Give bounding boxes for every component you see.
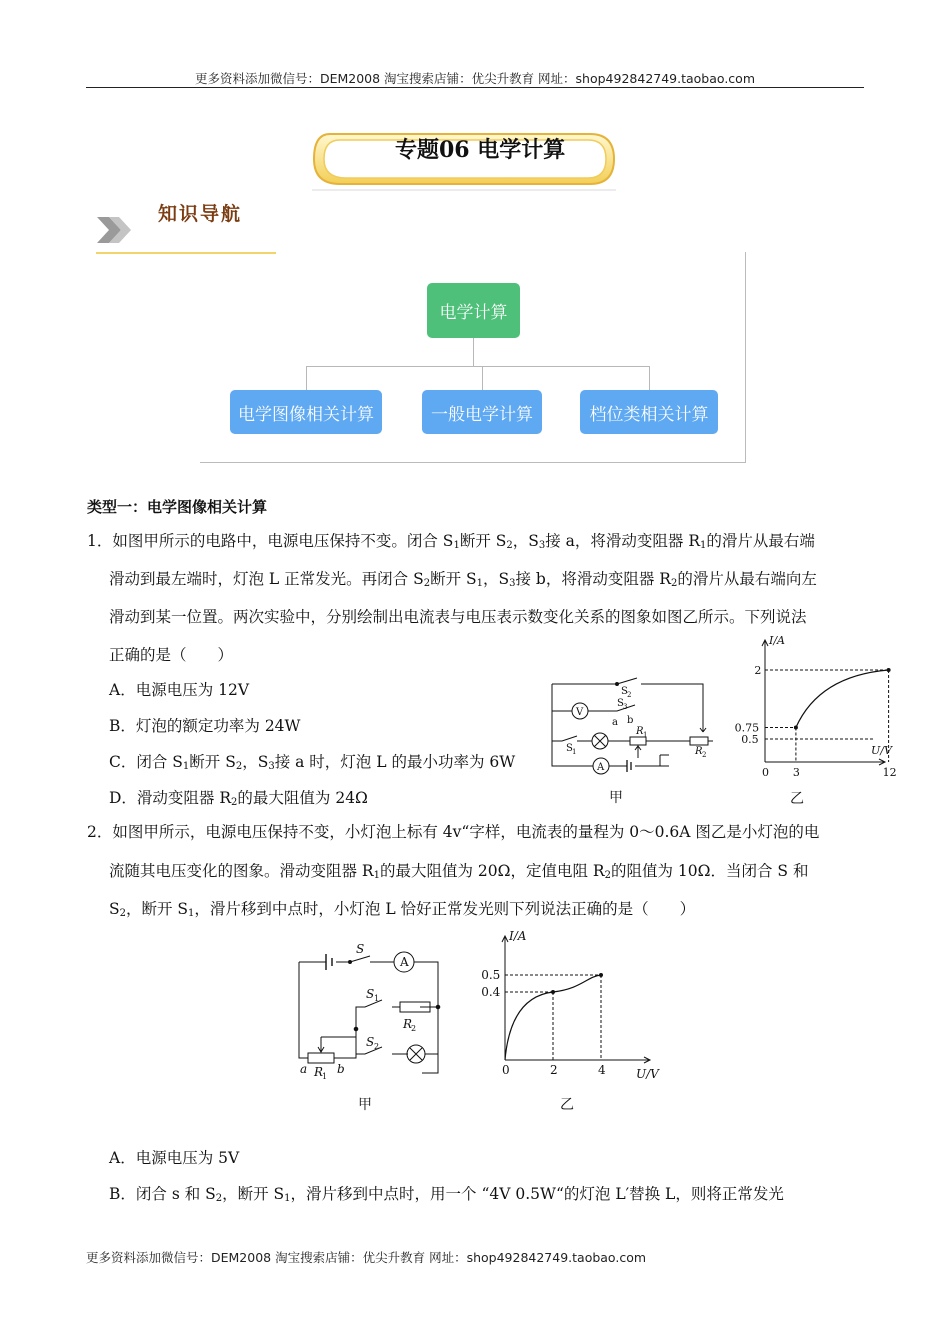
x-axis-label: U/V [636, 1067, 659, 1081]
q1-fig-yi-caption: 乙 [790, 791, 804, 807]
q1-stem-line-3: 滑动到某一位置。两次实验中，分别绘制出电流表与电压表示数变化关系的图象如图乙所示。下列说法 [109, 608, 807, 626]
q2-option-b: B．闭合 s 和 $S_2$，断开 $S_1$，滑片移到中点时，用一个 “4V 0.5W“的灯泡 L′替换 L，则将正常发光 [109, 1185, 784, 1204]
mindmap-connector [306, 366, 650, 367]
section-title: 类型一：电学图像相关计算 [87, 498, 268, 516]
svg-text:3: 3 [623, 703, 628, 711]
q1-stem-line-1: 1．如图甲所示的电路中，电源电压保持不变。闭合 $S_1$断开 $S_2$，$S_3$接 a，将滑动变阻器 $R_1$的滑片从最右端 [87, 532, 815, 551]
y-tick-label: 0.5 [741, 733, 759, 746]
svg-text:a: a [300, 1062, 308, 1076]
switch-s2 [617, 678, 637, 684]
q2-number: 2． [87, 823, 113, 841]
svg-text:S: S [566, 743, 573, 754]
svg-text:1: 1 [374, 994, 380, 1003]
slider-r1 [635, 746, 641, 758]
q1-chart [735, 632, 895, 782]
battery-icon [627, 760, 631, 772]
data-point [599, 973, 603, 977]
svg-text:b: b [337, 1062, 345, 1076]
y-axis-label: I/A [769, 634, 785, 647]
mindmap-child-graph-calc: 电学图像相关计算 [230, 390, 382, 434]
y-tick-label: 0.75 [734, 721, 760, 735]
x-tick-label: 0 [762, 766, 769, 779]
svg-text:S: S [617, 698, 624, 709]
y-axis-label: I/A [509, 929, 527, 943]
mindmap-connector [482, 366, 483, 390]
ammeter: A [597, 762, 605, 773]
x-tick-label: 4 [598, 1063, 606, 1077]
data-point [887, 668, 891, 672]
resistor-r2 [690, 737, 708, 745]
switch-s [350, 956, 370, 962]
svg-text:R: R [314, 1065, 324, 1079]
ammeter: A [400, 955, 409, 969]
svg-text:S: S [356, 942, 365, 956]
x-tick-label: 3 [792, 766, 800, 779]
page-footer: 更多资料添加微信号：DEM2008 淘宝搜索店铺：优尖升教育 网址：shop492842749.taobao.com [86, 1250, 647, 1265]
x-axis-label: U/V [871, 744, 892, 757]
wire [299, 962, 438, 1073]
lamp-icon [410, 1048, 422, 1060]
lamp-icon [594, 735, 606, 747]
q1-option-d: D．滑动变阻器 $R_2$的最大阻值为 24Ω [109, 789, 368, 808]
battery-icon [326, 954, 332, 970]
svg-text:2: 2 [627, 691, 632, 699]
q1-option-c: C．闭合 $S_1$断开 $S_2$，$S_3$接 a 时，灯泡 L 的最小功率为 6W [109, 753, 516, 772]
resistor-r1 [308, 1053, 334, 1063]
q2-stem-line-2: 流随其电压变化的图象。滑动变阻器 $R_1$的最大阻值为 20Ω，定值电阻 $R_2$的阻值为 10Ω．当闭合 S 和 [109, 862, 809, 881]
q2-option-a: A．电源电压为 5V [109, 1149, 240, 1167]
y-tick-label: 0.5 [481, 968, 501, 982]
q2-fig-jia-caption: 甲 [358, 1097, 372, 1113]
header-divider [86, 87, 864, 88]
mindmap-connector [306, 366, 307, 390]
q1-stem-line-2: 滑动到最左端时，灯泡 L 正常发光。再闭合 $S_2$断开 $S_1$，$S_3$接 b，将滑动变阻器 $R_2$的滑片从最右端向左 [109, 570, 817, 589]
q1-option-a: A．电源电压为 12V [109, 681, 250, 699]
mindmap-child-general-calc: 一般电学计算 [422, 390, 542, 434]
mindmap-connector [473, 338, 474, 366]
label-s2: S [621, 686, 628, 697]
data-point [551, 990, 555, 994]
svg-text:R: R [636, 726, 644, 737]
q2-circuit-diagram [290, 936, 450, 1086]
svg-text:a: a [612, 717, 618, 728]
double-chevron-icon [95, 213, 135, 247]
q1-number: 1． [87, 532, 113, 550]
page-title: 专题06 电学计算 [395, 137, 566, 163]
mindmap-child-gear-calc: 档位类相关计算 [580, 390, 718, 434]
x-tick-label: 12 [882, 766, 897, 779]
q1-fig-jia-caption: 甲 [609, 790, 623, 806]
q1-stem-line-4: 正确的是（ ） [109, 646, 234, 664]
q1-circuit-diagram [545, 670, 715, 782]
q2-stem-line-3: $S_2$，断开 $S_1$，滑片移到中点时，小灯泡 L 恰好正常发光则下列说法正确的是（ ） [109, 900, 696, 919]
x-tick-label: 0 [502, 1063, 510, 1077]
y-tick-label: 0.4 [481, 985, 501, 999]
q1-option-b: B．灯泡的额定功率为 24W [109, 717, 301, 735]
data-point [794, 726, 798, 730]
svg-text:b: b [627, 715, 634, 726]
svg-text:1: 1 [572, 748, 577, 756]
q2-fig-yi-caption: 乙 [560, 1097, 574, 1113]
knowledge-nav-title: 知识导航 [158, 203, 243, 225]
x-tick-label: 2 [550, 1063, 558, 1077]
svg-text:S: S [366, 1035, 375, 1049]
svg-text:1: 1 [643, 731, 648, 739]
svg-text:S: S [366, 987, 375, 1001]
mindmap-root: 电学计算 [427, 283, 520, 338]
svg-text:2: 2 [411, 1024, 417, 1033]
svg-text:2: 2 [702, 751, 707, 759]
svg-text:R: R [695, 746, 703, 757]
svg-text:1: 1 [322, 1072, 328, 1081]
series-curve [796, 670, 889, 728]
y-tick-label: 2 [754, 664, 762, 677]
q2-stem-line-1: 2．如图甲所示，电源电压保持不变，小灯泡上标有 4v“字样，电流表的量程为 0～0.6A 图乙是小灯泡的电 [87, 823, 820, 841]
slider-r1 [318, 1037, 356, 1052]
page-header: 更多资料添加微信号：DEM2008 淘宝搜索店铺：优尖升教育 网址：shop492842749.taobao.com [194, 71, 756, 86]
voltmeter: V [576, 707, 584, 718]
switch-s1 [552, 736, 577, 741]
mindmap-connector [649, 366, 650, 390]
q2-chart [475, 930, 660, 1090]
svg-text:2: 2 [374, 1042, 380, 1051]
svg-text:R: R [403, 1017, 413, 1031]
